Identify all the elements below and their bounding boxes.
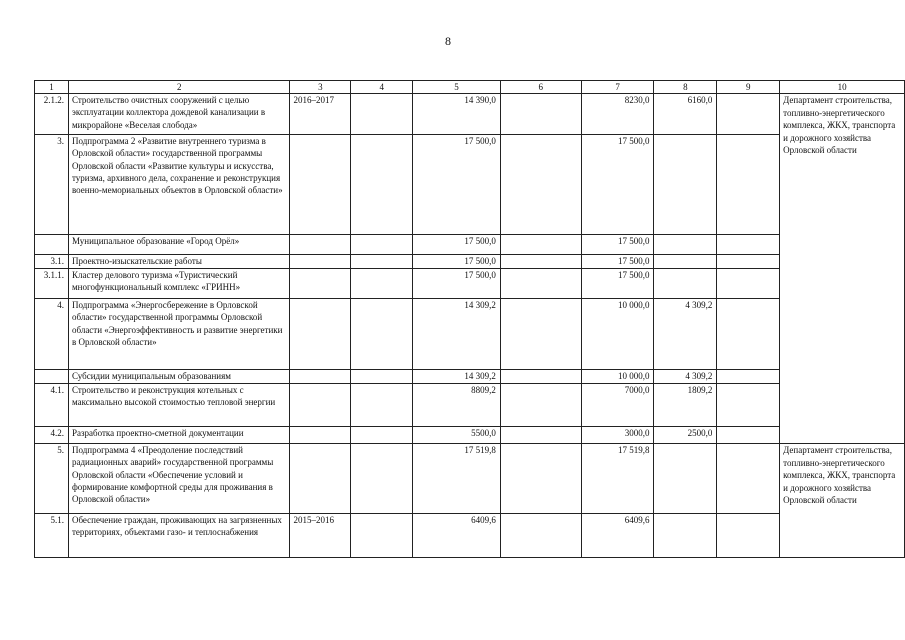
row-c6 xyxy=(500,255,581,269)
row-c7: 10 000,0 xyxy=(581,370,654,384)
row-c4 xyxy=(351,370,413,384)
row-name: Муниципальное образование «Город Орёл» xyxy=(68,235,290,255)
row-c5: 17 519,8 xyxy=(413,444,501,514)
row-name: Строительство очистных сооружений с целью эксплуатации коллектора дождевой канализации в микрорайоне «Веселая слобода» xyxy=(68,94,290,135)
row-name: Проектно-изыскательские работы xyxy=(68,255,290,269)
row-c7: 10 000,0 xyxy=(581,299,654,370)
table-row xyxy=(35,370,905,384)
row-name: Обеспечение граждан, проживающих на загрязненных территориях, объектами газо- и теплоснабжения xyxy=(68,514,290,558)
row-c9 xyxy=(717,255,780,269)
row-name: Субсидии муниципальным образованиям xyxy=(68,370,290,384)
row-name: Подпрограмма 2 «Развитие внутреннего туризма в Орловской области» государственной программы Орловской области «Развитие культуры и искусства, туризма, архивного дела, сохранение и реконструкция военно-мемориальных объектов в Орловской области» xyxy=(68,135,290,235)
col-header: 9 xyxy=(717,81,780,94)
row-c6 xyxy=(500,384,581,427)
row-number xyxy=(35,235,69,255)
col-header: 4 xyxy=(351,81,413,94)
row-number: 3. xyxy=(35,135,69,235)
row-c8 xyxy=(654,135,717,235)
table-row xyxy=(35,135,905,235)
row-c7: 17 519,8 xyxy=(581,444,654,514)
row-c8: 6160,0 xyxy=(654,94,717,135)
row-c7: 7000,0 xyxy=(581,384,654,427)
row-c4 xyxy=(351,514,413,558)
row-name: Разработка проектно-сметной документации xyxy=(68,427,290,444)
row-period: 2016–2017 xyxy=(290,94,351,135)
program-table xyxy=(34,80,905,558)
row-c4 xyxy=(351,427,413,444)
col-header: 1 xyxy=(35,81,69,94)
row-c8 xyxy=(654,235,717,255)
row-name: Подпрограмма «Энергосбережение в Орловской области» государственной программы Орловской области «Энергоэффективность и развитие энергетики в Орловской области» xyxy=(68,299,290,370)
row-period xyxy=(290,135,351,235)
page-number: 8 xyxy=(445,34,451,48)
row-c5: 5500,0 xyxy=(413,427,501,444)
row-number: 3.1. xyxy=(35,255,69,269)
row-c6 xyxy=(500,299,581,370)
row-c4 xyxy=(351,299,413,370)
row-number: 4.1. xyxy=(35,384,69,427)
row-c6 xyxy=(500,235,581,255)
row-c9 xyxy=(717,135,780,235)
table-row xyxy=(35,427,905,444)
row-period xyxy=(290,255,351,269)
row-c6 xyxy=(500,370,581,384)
row-c8: 4 309,2 xyxy=(654,299,717,370)
table-row xyxy=(35,299,905,370)
table-row xyxy=(35,235,905,255)
row-c5: 6409,6 xyxy=(413,514,501,558)
responsible-department: Департамент строительства, топливно-энергетического комплекса, ЖКХ, транспорта и дорожного хозяйства Орловской области xyxy=(780,444,905,558)
row-c4 xyxy=(351,135,413,235)
row-c8 xyxy=(654,514,717,558)
row-c5: 17 500,0 xyxy=(413,135,501,235)
row-c8: 2500,0 xyxy=(654,427,717,444)
row-c9 xyxy=(717,299,780,370)
row-period xyxy=(290,427,351,444)
row-number: 2.1.2. xyxy=(35,94,69,135)
col-header: 6 xyxy=(500,81,581,94)
row-c8 xyxy=(654,269,717,299)
row-c9 xyxy=(717,235,780,255)
row-name: Кластер делового туризма «Туристический многофункциональный комплекс «ГРИНН» xyxy=(68,269,290,299)
row-period xyxy=(290,299,351,370)
row-c5: 17 500,0 xyxy=(413,255,501,269)
row-c9 xyxy=(717,514,780,558)
col-header: 5 xyxy=(413,81,501,94)
table-row xyxy=(35,269,905,299)
row-c4 xyxy=(351,384,413,427)
row-c9 xyxy=(717,444,780,514)
row-c8 xyxy=(654,444,717,514)
col-header: 7 xyxy=(581,81,654,94)
row-c6 xyxy=(500,444,581,514)
row-name: Строительство и реконструкция котельных с максимально высокой стоимостью тепловой энергии xyxy=(68,384,290,427)
table-row xyxy=(35,255,905,269)
table-row xyxy=(35,514,905,558)
row-c4 xyxy=(351,255,413,269)
row-c8: 4 309,2 xyxy=(654,370,717,384)
row-c6 xyxy=(500,135,581,235)
row-name: Подпрограмма 4 «Преодоление последствий радиационных аварий» государственной программы Орловской области «Обеспечение условий и формирование комфортной среды для проживания в Орловской области» xyxy=(68,444,290,514)
row-c9 xyxy=(717,370,780,384)
row-c7: 8230,0 xyxy=(581,94,654,135)
row-c5: 14 309,2 xyxy=(413,370,501,384)
responsible-department: Департамент строительства, топливно-энергетического комплекса, ЖКХ, транспорта и дорожного хозяйства Орловской области xyxy=(780,94,905,444)
row-c5: 8809,2 xyxy=(413,384,501,427)
row-c5: 17 500,0 xyxy=(413,269,501,299)
row-c9 xyxy=(717,427,780,444)
row-number xyxy=(35,370,69,384)
row-c5: 14 309,2 xyxy=(413,299,501,370)
row-c6 xyxy=(500,94,581,135)
row-c6 xyxy=(500,269,581,299)
col-header: 10 xyxy=(780,81,905,94)
row-c7: 17 500,0 xyxy=(581,269,654,299)
col-header: 3 xyxy=(290,81,351,94)
row-number: 4.2. xyxy=(35,427,69,444)
row-c9 xyxy=(717,94,780,135)
row-period xyxy=(290,370,351,384)
table-row xyxy=(35,94,905,135)
row-c7: 17 500,0 xyxy=(581,235,654,255)
row-period xyxy=(290,384,351,427)
row-c9 xyxy=(717,384,780,427)
row-number: 4. xyxy=(35,299,69,370)
row-c6 xyxy=(500,427,581,444)
row-number: 5.1. xyxy=(35,514,69,558)
row-c7: 6409,6 xyxy=(581,514,654,558)
row-c7: 17 500,0 xyxy=(581,135,654,235)
col-header: 2 xyxy=(68,81,290,94)
row-c4 xyxy=(351,94,413,135)
row-period: 2015–2016 xyxy=(290,514,351,558)
header-row xyxy=(35,81,905,94)
row-c7: 3000,0 xyxy=(581,427,654,444)
row-number: 5. xyxy=(35,444,69,514)
col-header: 8 xyxy=(654,81,717,94)
table-row xyxy=(35,444,905,514)
row-c6 xyxy=(500,514,581,558)
row-c5: 14 390,0 xyxy=(413,94,501,135)
row-c7: 17 500,0 xyxy=(581,255,654,269)
row-c4 xyxy=(351,235,413,255)
row-c4 xyxy=(351,269,413,299)
row-period xyxy=(290,235,351,255)
row-period xyxy=(290,269,351,299)
row-c4 xyxy=(351,444,413,514)
row-c5: 17 500,0 xyxy=(413,235,501,255)
row-c8 xyxy=(654,255,717,269)
row-period xyxy=(290,444,351,514)
row-c8: 1809,2 xyxy=(654,384,717,427)
row-c9 xyxy=(717,269,780,299)
table-row xyxy=(35,384,905,427)
row-number: 3.1.1. xyxy=(35,269,69,299)
